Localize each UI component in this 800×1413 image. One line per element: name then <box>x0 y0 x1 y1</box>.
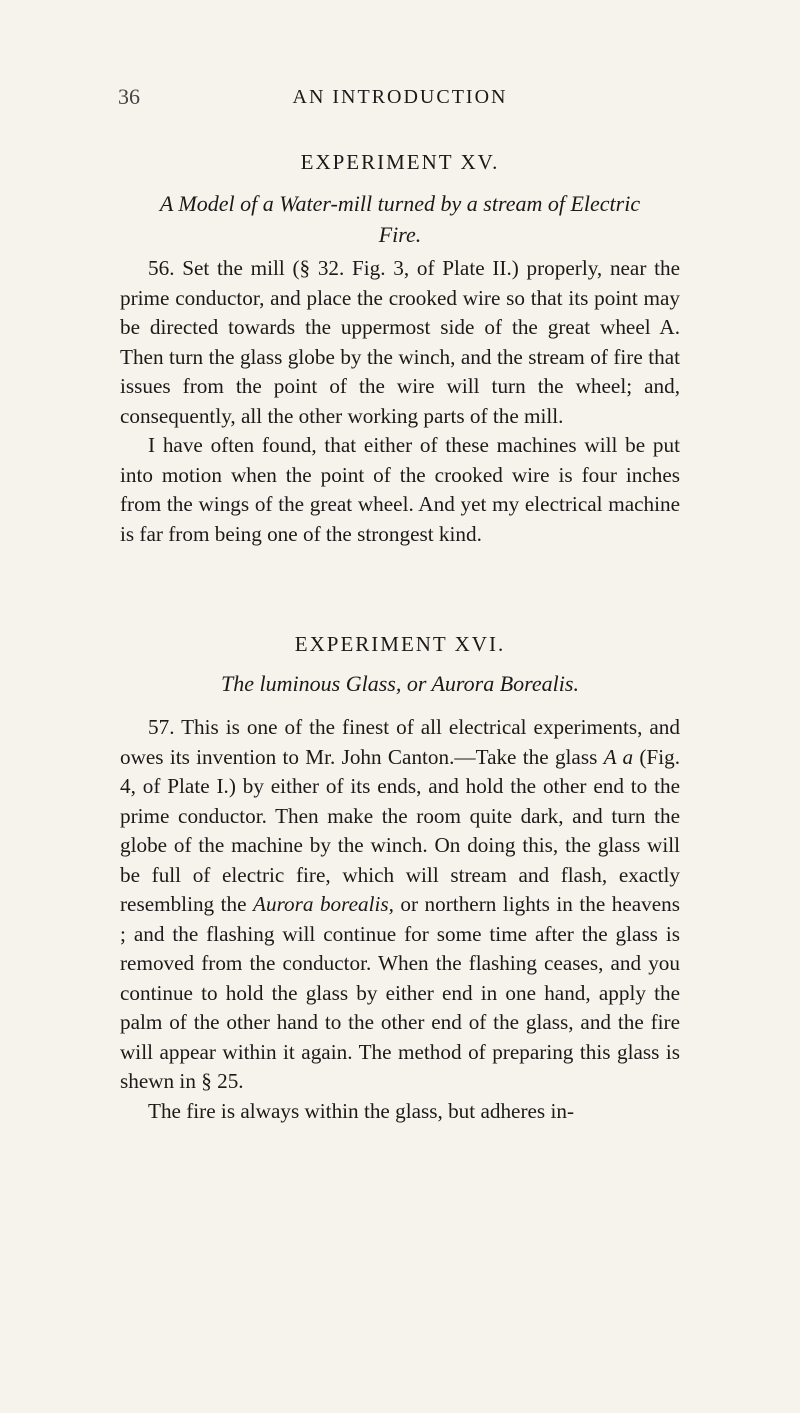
paragraph-57-part-b: (Fig. 4, of Plate I.) by either of its ends, and hold the other end to the prime conductor. Then make the room quite dark, and turn the globe of the machine by the winch. On doing this, the glass will be full of electric fire, which will stream and flash, exactly resembling the <box>120 744 680 916</box>
aurora-borealis-term: Aurora borealis, <box>253 892 394 916</box>
paragraph-56-note: I have often found, that either of these machines will be put into motion when the point of the crooked wire is four inches from the wings of the great wheel. And yet my electrical machine is far from being one of the strongest kind. <box>120 433 680 546</box>
page-header <box>0 84 800 114</box>
paragraph-57 <box>120 713 680 1097</box>
paragraph-57-continuation: The fire is always within the glass, but adheres in- <box>148 1098 574 1123</box>
paragraph-56: 56. Set the mill (§ 32. Fig. 3, of Plate II.) properly, near the prime conductor, and place the crooked wire so that its point may be directed towards the uppermost side of the great wheel A. Then turn the glass globe by the winch, and the stream of fire that issues from the point of the wire will turn the wheel; and, consequently, all the other working parts of the mill. <box>120 256 680 428</box>
experiment-xv-title: EXPERIMENT XV. <box>300 150 500 174</box>
experiment-xv-subtitle-line-2: Fire. <box>378 222 422 247</box>
experiment-xv-subtitle <box>120 188 680 250</box>
glass-label: A a <box>603 744 634 769</box>
experiment-xvi-body <box>120 713 680 1126</box>
experiment-xvi-subtitle: The luminous Glass, or Aurora Borealis. <box>221 671 579 696</box>
paragraph-57-part-a: 57. This is one of the finest of all electrical experiments, and owes its invention to Mr. John Canton.—Take the glass <box>120 715 680 769</box>
experiment-xvi-title: EXPERIMENT XVI. <box>294 632 506 656</box>
running-head: AN INTRODUCTION <box>292 86 508 108</box>
experiment-xv-subtitle-line-1: A Model of a Water-mill turned by a stream of Electric <box>159 191 641 216</box>
page-number: 36 <box>118 84 140 109</box>
paragraph-57-part-c: or northern lights in the heavens ; and the flashing will continue for some time after the glass is removed from the conductor. When the flashing ceases, and you continue to hold the glass by either end in one hand, apply the palm of the other hand to the other end of the glass, and the fire will appear within it again. The method of preparing this glass is shewn in § 25. <box>120 892 681 1093</box>
experiment-xv-body <box>120 254 680 549</box>
